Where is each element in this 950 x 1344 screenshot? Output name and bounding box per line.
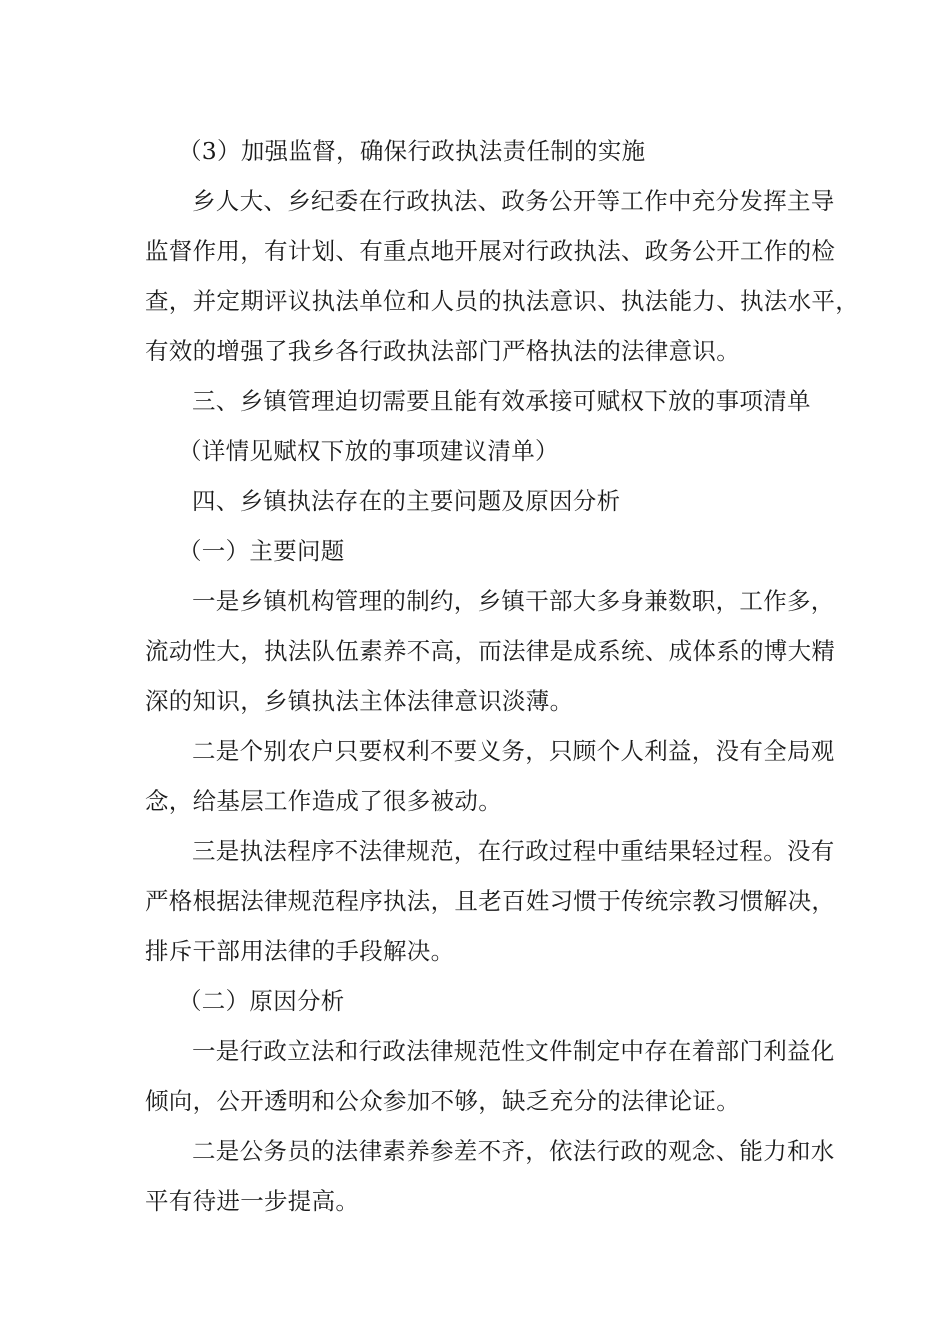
paragraph-line: 一是行政立法和行政法律规范性文件制定中存在着部门利益化 — [192, 1037, 835, 1065]
subheading-main-problems: （一）主要问题 — [178, 537, 345, 565]
paragraph-line: 平有待进一步提高。 — [145, 1187, 360, 1215]
paragraph-line: 深的知识，乡镇执法主体法律意识淡薄。 — [145, 687, 574, 715]
paragraph-line: 查，并定期评议执法单位和人员的执法意识、执法能力、执法水平， — [145, 287, 859, 315]
paragraph-line: 有效的增强了我乡各行政执法部门严格执法的法律意识。 — [145, 337, 740, 365]
section-heading-3: 三、乡镇管理迫切需要且能有效承接可赋权下放的事项清单 — [192, 387, 811, 415]
paragraph-line: 乡人大、乡纪委在行政执法、政务公开等工作中充分发挥主导 — [192, 187, 835, 215]
section-heading-4: 四、乡镇执法存在的主要问题及原因分析 — [192, 487, 621, 515]
paragraph-line: 严格根据法律规范程序执法，且老百姓习惯于传统宗教习惯解决， — [145, 887, 836, 915]
paragraph-line: 排斥干部用法律的手段解决。 — [145, 937, 455, 965]
paragraph-line: 二是个别农户只要权利不要义务，只顾个人利益，没有全局观 — [192, 737, 835, 765]
subheading-cause-analysis: （二）原因分析 — [178, 987, 345, 1015]
paragraph-line: 倾向，公开透明和公众参加不够，缺乏充分的法律论证。 — [145, 1087, 740, 1115]
paragraph-line: 流动性大，执法队伍素养不高，而法律是成系统、成体系的博大精 — [145, 637, 836, 665]
section-note: （详情见赋权下放的事项建议清单） — [178, 437, 559, 465]
paragraph-line: 一是乡镇机构管理的制约，乡镇干部大多身兼数职，工作多， — [192, 587, 835, 615]
paragraph-line: 监督作用，有计划、有重点地开展对行政执法、政务公开工作的检 — [145, 237, 836, 265]
paragraph-line: 二是公务员的法律素养参差不齐，依法行政的观念、能力和水 — [192, 1137, 835, 1165]
subheading-3-supervision: （3）加强监督，确保行政执法责任制的实施 — [178, 137, 646, 165]
paragraph-line: 念，给基层工作造成了很多被动。 — [145, 787, 502, 815]
paragraph-line: 三是执法程序不法律规范，在行政过程中重结果轻过程。没有 — [192, 837, 835, 865]
